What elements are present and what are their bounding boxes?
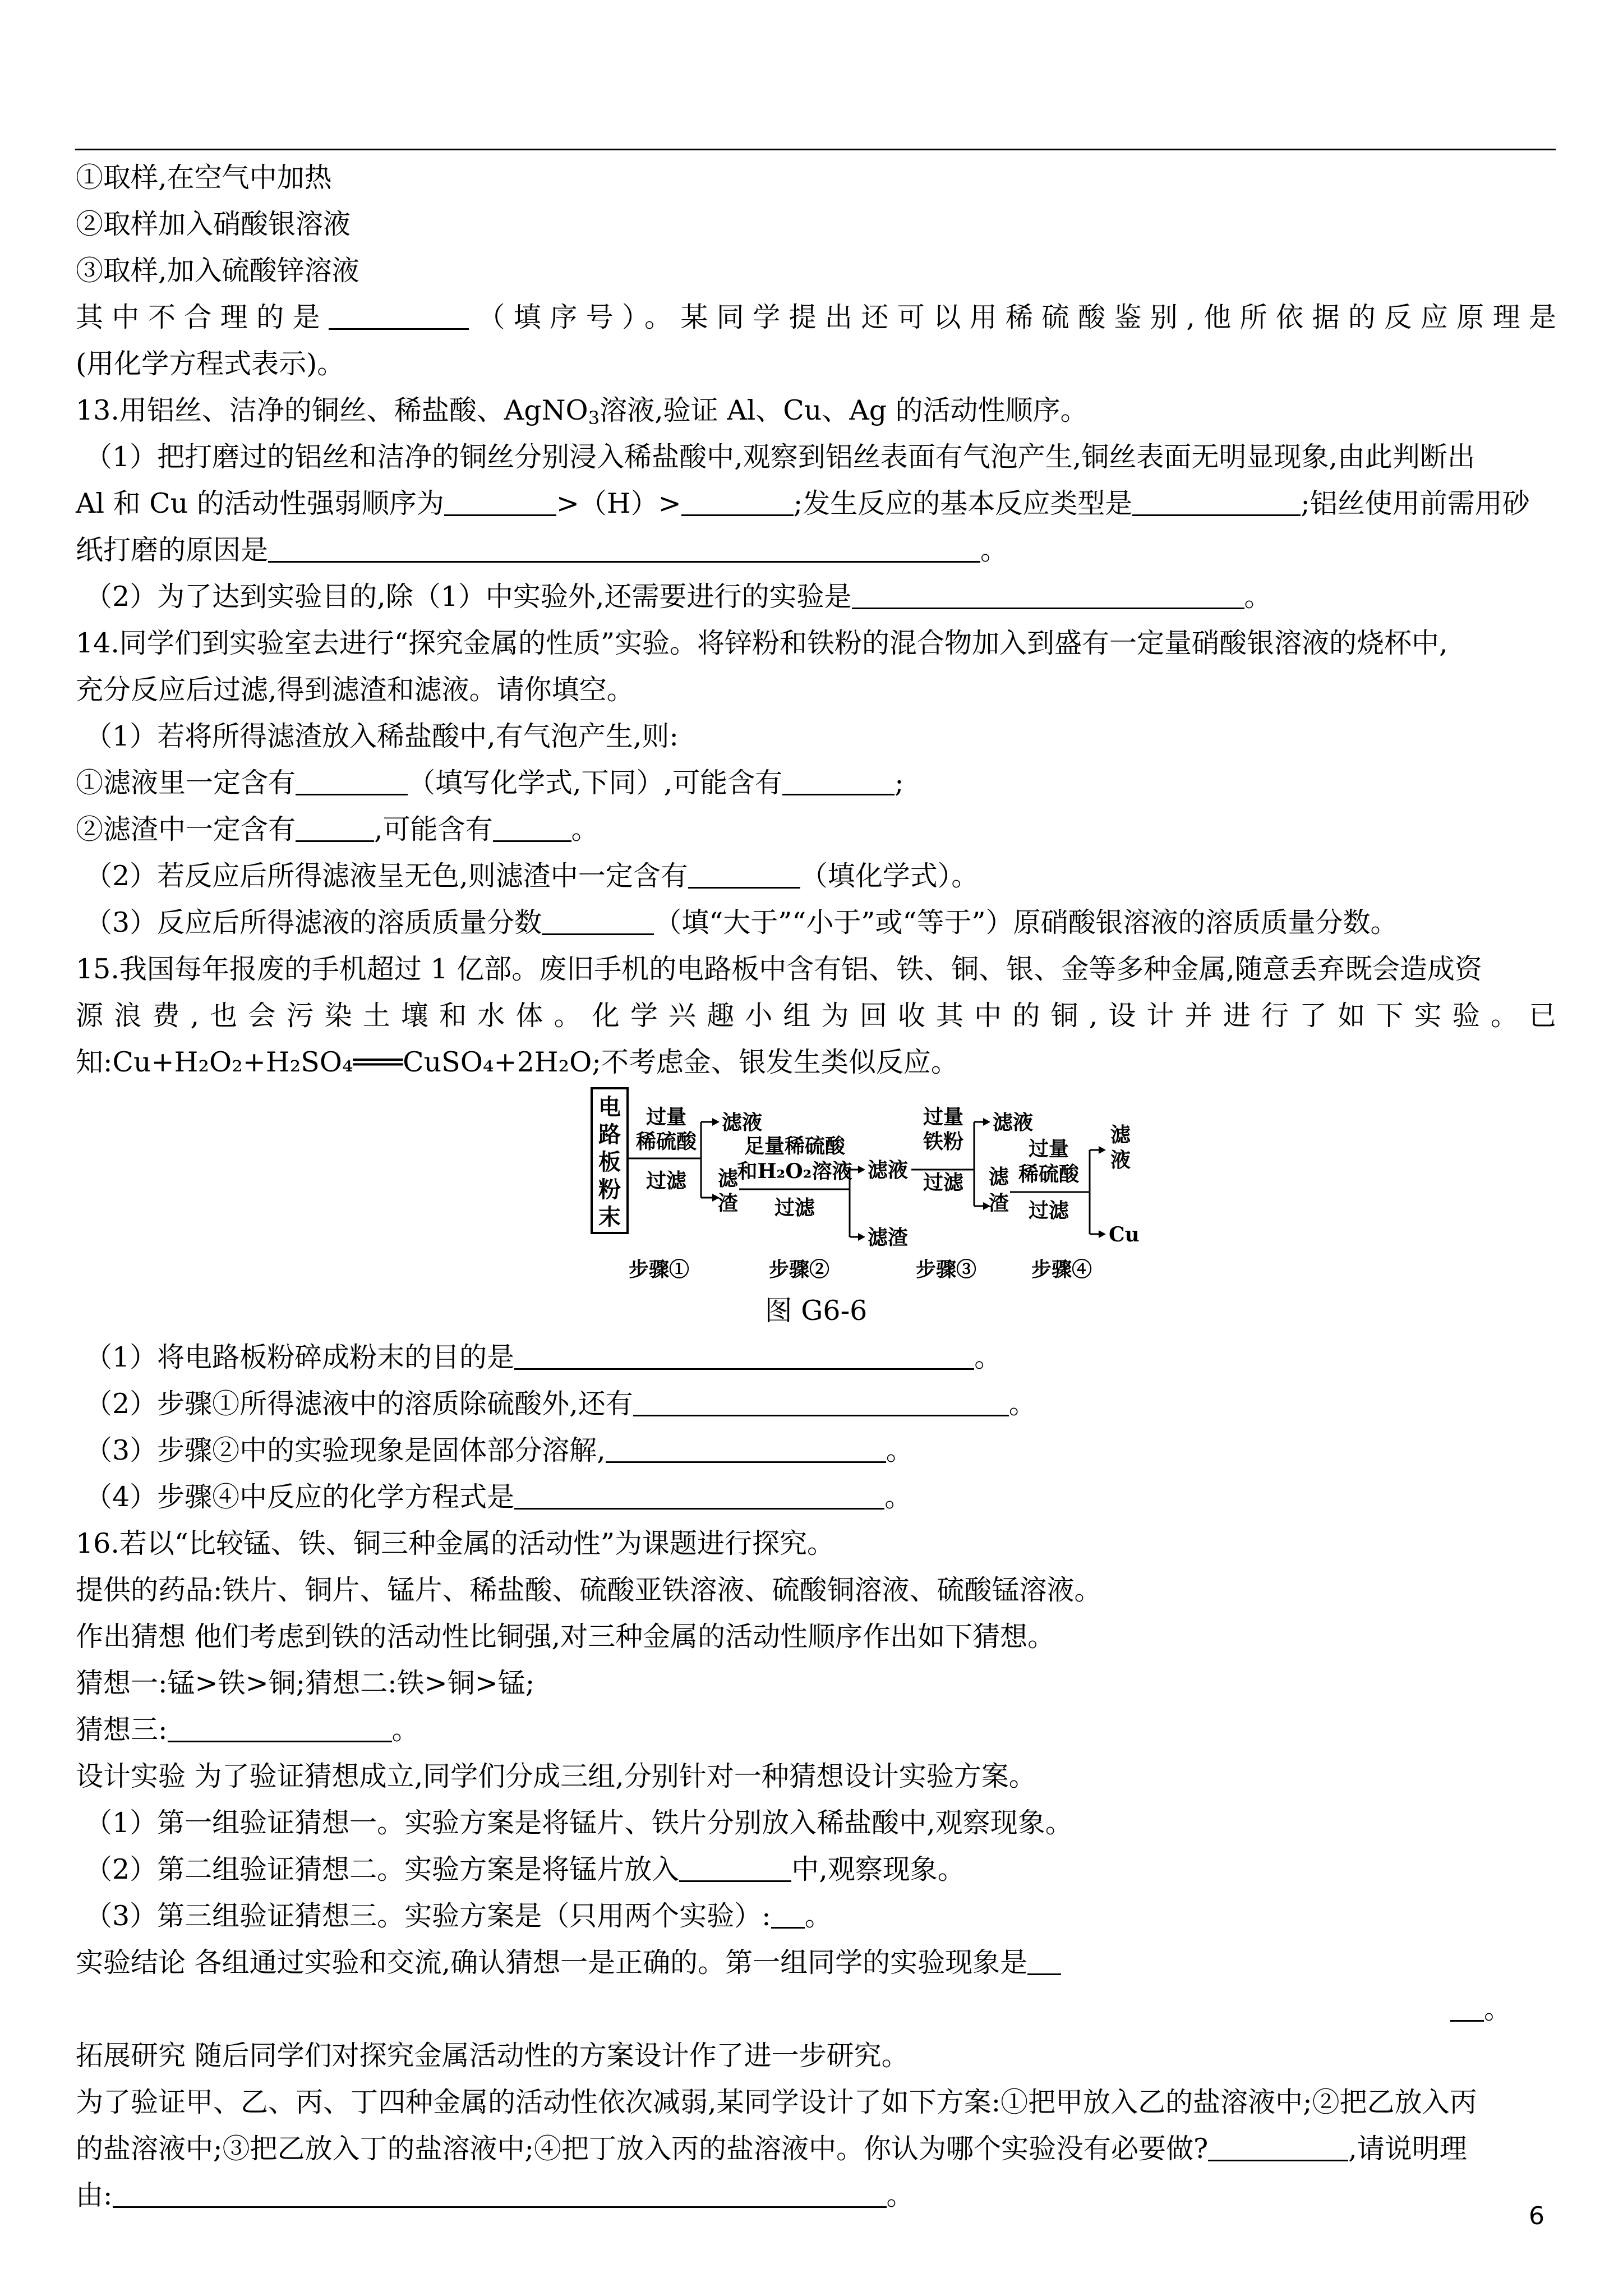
text-line: （1）把打磨过的铝丝和洁净的铜丝分别浸入稀盐酸中,观察到铝丝表面有气泡产生,铜丝表面无明显现象,由此判断出 bbox=[85, 441, 1475, 473]
step-label: 步骤① bbox=[628, 1258, 690, 1281]
reagent-label: 和H₂O₂溶液 bbox=[737, 1159, 852, 1183]
product-label: 液 bbox=[1110, 1148, 1131, 1172]
figure-caption: 图 G6-6 bbox=[764, 1295, 868, 1327]
product-label: 滤液 bbox=[868, 1158, 909, 1182]
text-line: Al 和 Cu 的活动性强弱顺序为 >（H）> ;发生反应的基本反应类型是 ;铝丝使用前需用砂 bbox=[76, 480, 1556, 527]
text-line: 的盐溶液中;③把乙放入丁的盐溶液中;④把丁放入丙的盐溶液中。你认为哪个实验没有必要做? ,请说明理 bbox=[76, 2125, 1556, 2172]
product-label: 滤 bbox=[717, 1167, 739, 1190]
box-char: 粉 bbox=[598, 1176, 621, 1203]
page-number: 6 bbox=[1529, 2202, 1544, 2230]
flowchart-diagram bbox=[519, 1085, 1220, 1282]
text-line: （2）为了达到实验目的,除（1）中实验外,还需要进行的实验是 。 bbox=[76, 573, 1556, 620]
answer-blank[interactable] bbox=[606, 1431, 886, 1463]
text-line: 知:Cu+H₂O₂+H₂SO₄═══CuSO₄+2H₂O;不考虑金、银发生类似反应。 bbox=[76, 1046, 958, 1078]
operation-label: 过滤 bbox=[645, 1169, 687, 1193]
reagent-label: 过量 bbox=[1028, 1137, 1069, 1161]
text-line: （2）若反应后所得滤液呈无色,则滤渣中一定含有 （填化学式）。 bbox=[76, 853, 1556, 899]
flowchart-figure bbox=[76, 1085, 1556, 1287]
text-line: 纸打磨的原因是 。 bbox=[76, 527, 1556, 573]
reagent-label: 铁粉 bbox=[923, 1130, 964, 1153]
answer-blank[interactable] bbox=[1132, 484, 1301, 516]
text-line: 猜想三: 。 bbox=[76, 1706, 1556, 1753]
box-char: 电 bbox=[598, 1094, 621, 1120]
reagent-label: 稀硫酸 bbox=[635, 1130, 697, 1153]
product-label: 滤 bbox=[988, 1165, 1009, 1189]
box-char: 末 bbox=[598, 1204, 621, 1230]
arrowhead-icon bbox=[1099, 1146, 1106, 1154]
answer-blank[interactable] bbox=[688, 857, 800, 889]
product-label: 滤渣 bbox=[868, 1226, 909, 1249]
text-line: 。 bbox=[76, 1986, 1556, 2032]
text-line: ②滤渣中一定含有 ,可能含有 。 bbox=[76, 806, 1556, 853]
text-line: 猜想一:锰>铁>铜;猜想二:铁>铜>锰; bbox=[76, 1667, 535, 1699]
arrowhead-icon bbox=[858, 1166, 865, 1174]
answer-blank[interactable] bbox=[268, 531, 980, 563]
box-char: 路 bbox=[598, 1121, 621, 1148]
question-13: 13.用铝丝、洁净的铜丝、稀盐酸、AgNO$_3$溶液,验证 Al、Cu、Ag 的活动性顺序。 bbox=[76, 394, 1088, 429]
text-line: （3）反应后所得滤液的溶质质量分数 （填“大于”“小于”或“等于”）原硝酸银溶液的溶质质量分数。 bbox=[76, 899, 1556, 946]
text-line: （1）将电路板粉碎成粉末的目的是 。 bbox=[76, 1334, 1556, 1381]
step-label: 步骤④ bbox=[1031, 1258, 1092, 1281]
answer-blank[interactable] bbox=[771, 1897, 805, 1929]
question-14: 14.同学们到实验室去进行“探究金属的性质”实验。将锌粉和铁粉的混合物加入到盛有一定量硝酸银溶液的烧杯中, bbox=[76, 627, 1448, 659]
answer-blank[interactable] bbox=[1208, 2129, 1348, 2161]
answer-blank[interactable] bbox=[782, 763, 895, 795]
product-label: 渣 bbox=[717, 1191, 739, 1215]
operation-label: 过滤 bbox=[1028, 1199, 1069, 1222]
product-label: 滤 bbox=[1110, 1123, 1131, 1147]
question-15: 15.我国每年报废的手机超过 1 亿部。废旧手机的电路板中含有铝、铁、铜、银、金等多种金属,随意丢弃既会造成资 bbox=[76, 953, 1482, 985]
text-line: 为了验证甲、乙、丙、丁四种金属的活动性依次减弱,某同学设计了如下方案:①把甲放入乙的盐溶液中;②把乙放入丙 bbox=[76, 2086, 1477, 2118]
arrowhead-icon bbox=[858, 1233, 865, 1241]
answer-blank[interactable] bbox=[542, 903, 654, 935]
text-line: 由: 。 bbox=[76, 2172, 1556, 2219]
text-line: （2）第二组验证猜想二。实验方案是将锰片放入 中,观察现象。 bbox=[76, 1846, 1556, 1893]
text-line: (用化学方程式表示)。 bbox=[76, 348, 345, 380]
reagent-label: 过量 bbox=[645, 1105, 687, 1129]
product-label: 渣 bbox=[988, 1191, 1009, 1215]
text-line: （3）第三组验证猜想三。实验方案是（只用两个实验）: 。 bbox=[76, 1893, 1556, 1939]
text-line: 设计实验 为了验证猜想成立,同学们分成三组,分别针对一种猜想设计实验方案。 bbox=[76, 1760, 1036, 1792]
text-line: （1）第一组验证猜想一。实验方案是将锰片、铁片分别放入稀盐酸中,观察现象。 bbox=[85, 1807, 1073, 1839]
reagent-label: 过量 bbox=[923, 1105, 964, 1129]
text-line: 充分反应后过滤,得到滤渣和滤液。请你填空。 bbox=[76, 674, 634, 706]
text-line: 拓展研究 随后同学们对探究金属活动性的方案设计作了进一步研究。 bbox=[76, 2040, 909, 2072]
reagent-label: 足量稀硫酸 bbox=[744, 1134, 846, 1158]
answer-blank[interactable] bbox=[681, 484, 794, 516]
answer-blank[interactable] bbox=[514, 1338, 974, 1370]
box-char: 板 bbox=[598, 1149, 621, 1175]
answer-blank[interactable] bbox=[633, 1384, 1009, 1416]
answer-blank[interactable] bbox=[296, 763, 408, 795]
answer-blank[interactable] bbox=[852, 577, 1244, 609]
text-line: 作出猜想 他们考虑到铁的活动性比铜强,对三种金属的活动性顺序作出如下猜想。 bbox=[76, 1621, 1055, 1653]
document-body bbox=[76, 154, 1556, 2219]
answer-blank[interactable] bbox=[444, 484, 556, 516]
text-line: （4）步骤④中反应的化学方程式是 。 bbox=[76, 1474, 1556, 1520]
question-16: 16.若以“比较锰、铁、铜三种金属的活动性”为课题进行探究。 bbox=[76, 1527, 835, 1559]
arrowhead-icon bbox=[1099, 1230, 1106, 1238]
answer-blank[interactable] bbox=[296, 810, 374, 842]
text-line: 提供的药品:铁片、铜片、锰片、稀盐酸、硫酸亚铁溶液、硫酸铜溶液、硫酸锰溶液。 bbox=[76, 1574, 1102, 1606]
answer-blank[interactable] bbox=[329, 298, 469, 330]
answer-blank[interactable] bbox=[113, 2176, 887, 2208]
step-label: 步骤③ bbox=[915, 1258, 977, 1281]
arrowhead-icon bbox=[983, 1118, 990, 1126]
text-line: ①滤液里一定含有 （填写化学式,下同）,可能含有 ; bbox=[76, 760, 1556, 806]
text-line: 其中不合理的是 （填序号）。某同学提出还可以用稀硫酸鉴别,他所依据的反应原理是 bbox=[76, 294, 1556, 341]
answer-blank[interactable] bbox=[514, 1478, 884, 1510]
text-line: 实验结论 各组通过实验和交流,确认猜想一是正确的。第一组同学的实验现象是 bbox=[76, 1939, 1556, 1986]
text-line: （1）若将所得滤渣放入稀盐酸中,有气泡产生,则: bbox=[85, 720, 679, 752]
text-line: （3）步骤②中的实验现象是固体部分溶解, 。 bbox=[76, 1427, 1556, 1474]
text-line: 源浪费,也会污染土壤和水体。化学兴趣小组为回收其中的铜,设计并进行了如下实验。已 bbox=[76, 1000, 1556, 1032]
option-line: ②取样加入硝酸银溶液 bbox=[76, 208, 351, 240]
operation-label: 过滤 bbox=[774, 1196, 815, 1220]
answer-blank[interactable] bbox=[493, 810, 571, 842]
step-label: 步骤② bbox=[768, 1258, 830, 1281]
text-line: （2）步骤①所得滤液中的溶质除硫酸外,还有 。 bbox=[76, 1381, 1556, 1427]
product-label: Cu bbox=[1109, 1223, 1140, 1246]
answer-blank[interactable] bbox=[168, 1710, 392, 1742]
option-line: ③取样,加入硫酸锌溶液 bbox=[76, 255, 359, 287]
header-rule bbox=[75, 149, 1556, 150]
answer-blank[interactable] bbox=[679, 1850, 791, 1882]
product-label: 滤液 bbox=[993, 1111, 1034, 1134]
operation-label: 过滤 bbox=[923, 1171, 964, 1194]
arrowhead-icon bbox=[712, 1118, 720, 1126]
answer-blank[interactable] bbox=[1450, 1990, 1484, 2022]
product-label: 滤液 bbox=[722, 1111, 763, 1134]
option-line: ①取样,在空气中加热 bbox=[76, 162, 332, 194]
reagent-label: 稀硫酸 bbox=[1018, 1162, 1080, 1186]
answer-blank[interactable] bbox=[1027, 1943, 1061, 1975]
